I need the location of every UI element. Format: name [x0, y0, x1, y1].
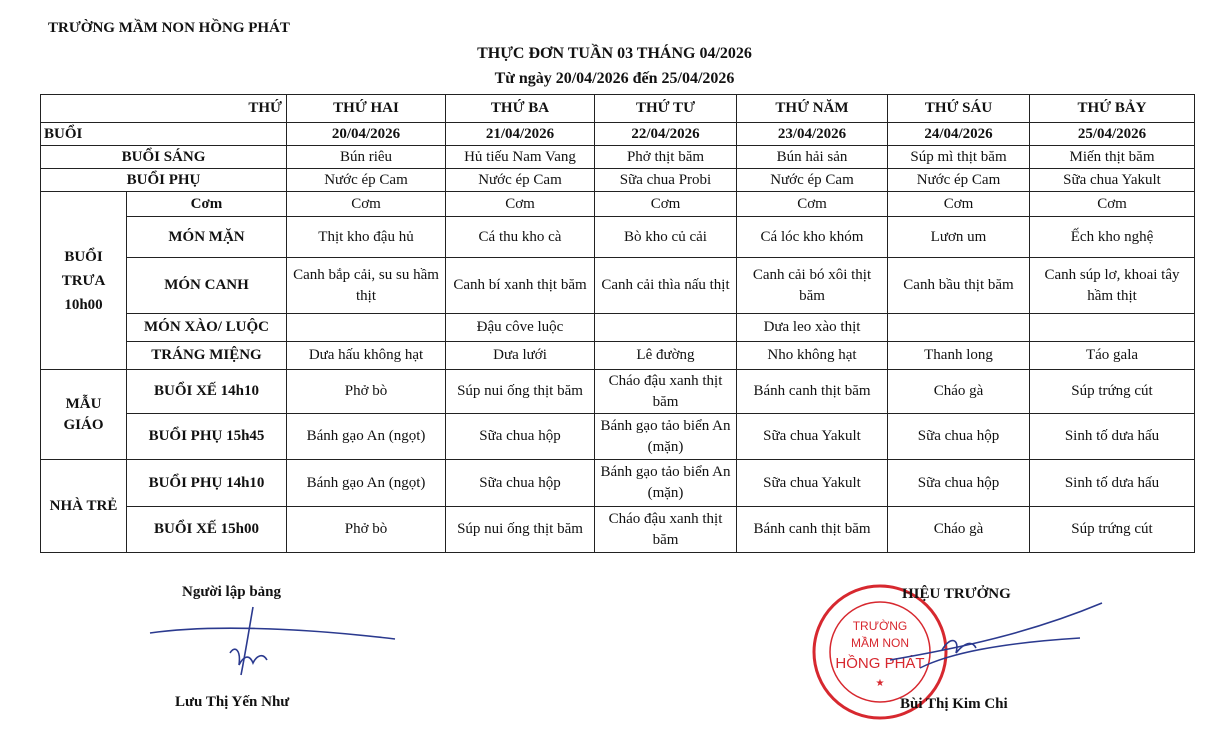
table-cell: Thanh long: [888, 342, 1030, 370]
lunch-rice-row: [41, 192, 1195, 217]
table-cell: Cá thu kho cà: [446, 217, 595, 258]
table-cell: Canh bầu thịt băm: [888, 258, 1030, 314]
snack-label: BUỔI PHỤ: [41, 169, 287, 192]
soup-label: MÓN CANH: [127, 258, 287, 314]
table-cell: [888, 314, 1030, 342]
corner-day-label: THỨ: [41, 95, 287, 123]
table-cell: Canh cải bó xôi thịt băm: [737, 258, 888, 314]
table-cell: Bún riêu: [287, 146, 446, 169]
lunch-main-row: [41, 217, 1195, 258]
table-cell: Thịt kho đậu hủ: [287, 217, 446, 258]
preparer-title: Người lập bảng: [182, 584, 282, 600]
table-cell: Bánh gạo tảo biển An (mặn): [595, 460, 737, 507]
table-cell: Nước ép Cam: [737, 169, 888, 192]
stamp-line-2: MẦM NON: [851, 636, 909, 650]
table-cell: [1030, 314, 1195, 342]
table-cell: Cháo đậu xanh thịt băm: [595, 370, 737, 414]
date-sat: 25/04/2026: [1030, 123, 1195, 146]
principal-signature: [880, 598, 1110, 688]
table-cell: Nho không hạt: [737, 342, 888, 370]
table-cell: Bánh canh thịt băm: [737, 507, 888, 553]
date-thu: 23/04/2026: [737, 123, 888, 146]
table-cell: Cháo đậu xanh thịt băm: [595, 507, 737, 553]
menu-title: THỰC ĐƠN TUẦN 03 THÁNG 04/2026: [477, 45, 752, 62]
date-fri: 24/04/2026: [888, 123, 1030, 146]
table-cell: Sữa chua hộp: [888, 414, 1030, 460]
table-cell: Bánh canh thịt băm: [737, 370, 888, 414]
table-cell: Dưa hấu không hạt: [287, 342, 446, 370]
day-name-thu: THỨ NĂM: [737, 95, 888, 123]
table-cell: Canh bắp cải, su su hầm thịt: [287, 258, 446, 314]
date-wed: 22/04/2026: [595, 123, 737, 146]
table-cell: Bánh gạo An (ngọt): [287, 460, 446, 507]
nursery-snack-row: [41, 460, 1195, 507]
table-cell: Dưa leo xào thịt: [737, 314, 888, 342]
table-cell: Phở bò: [287, 370, 446, 414]
table-cell: Miến thịt băm: [1030, 146, 1195, 169]
table-cell: Đậu côve luộc: [446, 314, 595, 342]
table-cell: Cơm: [737, 192, 888, 217]
date-tue: 21/04/2026: [446, 123, 595, 146]
table-cell: Phở bò: [287, 507, 446, 553]
principal-title: HIỆU TRƯỞNG: [902, 586, 1011, 602]
kindergarten-snack-label: BUỔI PHỤ 15h45: [127, 414, 287, 460]
principal-name: Bùi Thị Kim Chi: [900, 696, 1008, 712]
table-cell: Sữa chua Probi: [595, 169, 737, 192]
table-cell: Canh bí xanh thịt băm: [446, 258, 595, 314]
breakfast-row: [41, 146, 1195, 169]
lunch-dessert-row: [41, 342, 1195, 370]
menu-date-range: Từ ngày 20/04/2026 đến 25/04/2026: [494, 70, 735, 87]
day-name-mon: THỨ HAI: [287, 95, 446, 123]
school-name: TRƯỜNG MẦM NON HỒNG PHÁT: [48, 20, 290, 36]
table-cell: Cá lóc kho khóm: [737, 217, 888, 258]
table-cell: Cơm: [287, 192, 446, 217]
nursery-afternoon-row: [41, 507, 1195, 553]
lunch-stirfry-row: [41, 314, 1195, 342]
table-cell: Cháo gà: [888, 507, 1030, 553]
table-cell: Canh súp lơ, khoai tây hầm thịt: [1030, 258, 1195, 314]
table-cell: Cơm: [888, 192, 1030, 217]
table-cell: Cơm: [1030, 192, 1195, 217]
table-cell: [287, 314, 446, 342]
stamp-line-3: HỒNG PHÁT: [835, 655, 925, 672]
lunch-soup-row: [41, 258, 1195, 314]
preparer-signature: [145, 605, 405, 680]
table-cell: Sinh tố dưa hấu: [1030, 460, 1195, 507]
table-cell: Nước ép Cam: [888, 169, 1030, 192]
table-cell: Lươn um: [888, 217, 1030, 258]
table-cell: Bánh gạo An (ngọt): [287, 414, 446, 460]
table-cell: Lê đường: [595, 342, 737, 370]
snack-row: [41, 169, 1195, 192]
table-cell: Canh cải thìa nấu thịt: [595, 258, 737, 314]
table-cell: Dưa lưới: [446, 342, 595, 370]
day-name-sat: THỨ BẢY: [1030, 95, 1195, 123]
table-cell: Súp trứng cút: [1030, 507, 1195, 553]
dessert-label: TRÁNG MIỆNG: [127, 342, 287, 370]
kindergarten-afternoon-row: [41, 370, 1195, 414]
table-cell: Sữa chua Yakult: [737, 414, 888, 460]
table-cell: Bánh gạo tảo biển An (mặn): [595, 414, 737, 460]
rice-label: Cơm: [127, 192, 287, 217]
table-cell: Bún hải sản: [737, 146, 888, 169]
kindergarten-group-label: MẪU GIÁO: [41, 370, 127, 460]
preparer-name: Lưu Thị Yến Như: [175, 694, 290, 710]
table-cell: [595, 314, 737, 342]
nursery-group-label: NHÀ TRẺ: [41, 460, 127, 553]
table-cell: Sinh tố dưa hấu: [1030, 414, 1195, 460]
kindergarten-snack-row: [41, 414, 1195, 460]
table-cell: Nước ép Cam: [446, 169, 595, 192]
table-cell: Súp nui ống thịt băm: [446, 507, 595, 553]
stirfry-label: MÓN XÀO/ LUỘC: [127, 314, 287, 342]
date-row: [41, 123, 1195, 146]
day-header-row: [41, 95, 1195, 123]
nursery-afternoon-label: BUỔI XẾ 15h00: [127, 507, 287, 553]
table-cell: Nước ép Cam: [287, 169, 446, 192]
lunch-group-label: BUỔI TRƯA 10h00: [41, 192, 127, 370]
kindergarten-afternoon-label: BUỔI XẾ 14h10: [127, 370, 287, 414]
stamp-line-1: TRƯỜNG: [852, 619, 908, 633]
table-cell: Sữa chua hộp: [888, 460, 1030, 507]
table-cell: Sữa chua hộp: [446, 460, 595, 507]
day-name-wed: THỨ TƯ: [595, 95, 737, 123]
table-cell: Sữa chua Yakult: [737, 460, 888, 507]
day-name-tue: THỨ BA: [446, 95, 595, 123]
breakfast-label: BUỔI SÁNG: [41, 146, 287, 169]
svg-text:★: ★: [875, 678, 885, 689]
day-name-fri: THỨ SÁU: [888, 95, 1030, 123]
table-cell: Phở thịt băm: [595, 146, 737, 169]
table-cell: Cơm: [595, 192, 737, 217]
weekly-menu-table: [40, 94, 1195, 553]
table-cell: Bò kho củ cải: [595, 217, 737, 258]
corner-session-label: BUỔI: [41, 123, 287, 146]
table-cell: Hủ tiếu Nam Vang: [446, 146, 595, 169]
table-cell: Táo gala: [1030, 342, 1195, 370]
table-cell: Súp trứng cút: [1030, 370, 1195, 414]
date-mon: 20/04/2026: [287, 123, 446, 146]
nursery-snack-label: BUỔI PHỤ 14h10: [127, 460, 287, 507]
table-cell: Cơm: [446, 192, 595, 217]
table-cell: Ếch kho nghệ: [1030, 217, 1195, 258]
table-cell: Sữa chua hộp: [446, 414, 595, 460]
table-cell: Súp nui ống thịt băm: [446, 370, 595, 414]
table-cell: Sữa chua Yakult: [1030, 169, 1195, 192]
table-cell: Súp mì thịt băm: [888, 146, 1030, 169]
table-cell: Cháo gà: [888, 370, 1030, 414]
main-dish-label: MÓN MẶN: [127, 217, 287, 258]
